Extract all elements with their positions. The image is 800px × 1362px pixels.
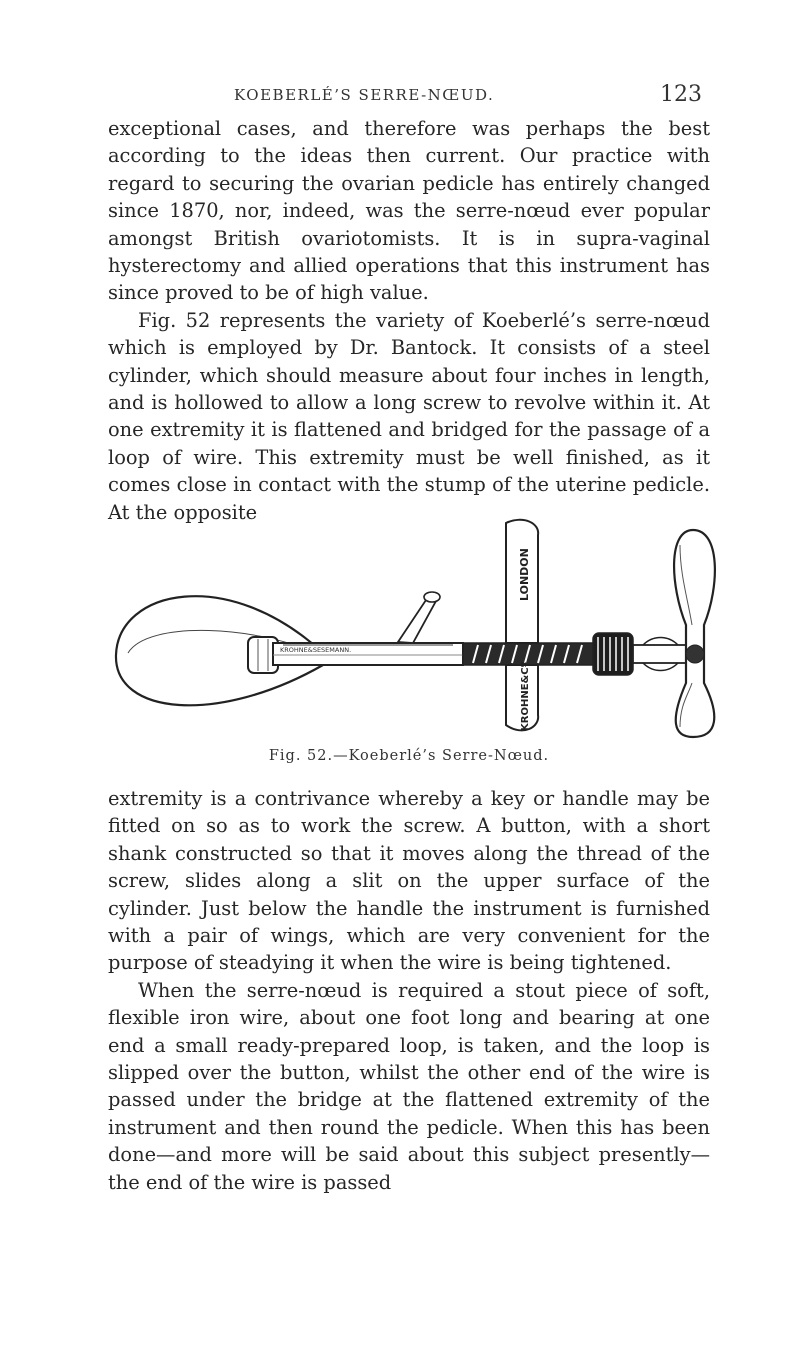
running-head: [108, 82, 800, 110]
milled-collar: [593, 633, 633, 675]
instrument-stamp: KROHNE&SESEMANN.: [280, 646, 352, 654]
running-title: KOEBERLÉ’S SERRE-NŒUD.: [234, 86, 495, 104]
paragraph: Fig. 52 represents the variety of Koeberlé’s serre-nœud which is employed by Dr. Bantock. It consists of a steel cylinder, which should measure about four inches in length, and is hollowed to allow a long screw to revolve within it. At one extremity it is flattened and bridged for the passage of a loop of wire. This extremity must be well finished, as it comes close in contact with the stump of the uterine pedicle. At the opposite: [108, 308, 710, 524]
button-shank: [398, 597, 436, 643]
paragraph: exceptional cases, and therefore was perhaps the best according to the ideas then current. Our practice with regard to securing the ovarian pedicle has entirely changed since 1870, nor, indeed, was the serre-nœud ever popular amongst British ovariotomists. It is in supra-vaginal hysterectomy and allied operations that this instrument has since proved to be of high value.: [108, 117, 710, 305]
body-text-bottom: [108, 785, 710, 1196]
body-text-top: [108, 115, 710, 526]
key-handle: [674, 530, 715, 737]
key-shank: [633, 645, 688, 663]
paragraph: extremity is a contrivance whereby a key or handle may be fitted on so as to work the screw. A button, with a short shank constructed so that it moves along the thread of the screw, slides along a slit on the upper surface of the cylinder. Just below the handle the instrument is furnished with a pair of wings, which are very convenient for the purpose of steadying it when the wire is being tightened.: [108, 787, 710, 975]
page-number: 123: [660, 82, 702, 107]
paragraph: When the serre-nœud is required a stout piece of soft, flexible iron wire, about one foot long and bearing at one end a small ready-prepared loop, is taken, and the loop is slipped over the button, whilst the other end of the wire is passed under the bridge at the flattened extremity of the instrument and then round the pedicle. When this has been done—and more will be said about this subject presently—the end of the wire is passed: [108, 978, 710, 1194]
wing-lower-text: KROHNE&Cº: [520, 661, 531, 731]
wing-upper-text: LONDON: [518, 548, 531, 601]
figure-caption: Fig. 52.—Koeberlé’s Serre-Nœud.: [268, 748, 550, 764]
figure-serre-noeud: [108, 505, 748, 745]
serre-noeud-illustration: [108, 505, 748, 745]
